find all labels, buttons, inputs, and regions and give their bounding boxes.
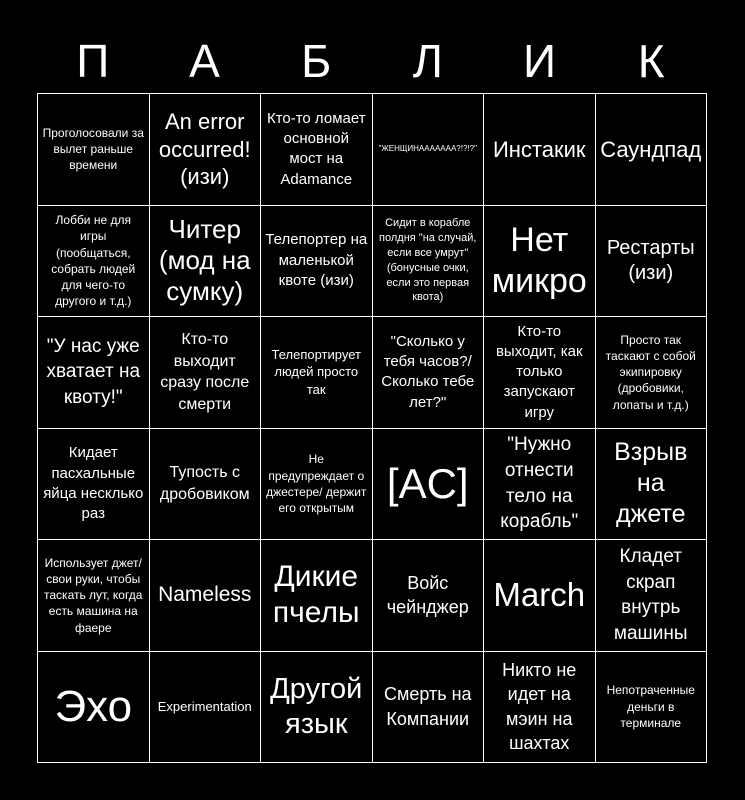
bingo-cell[interactable]: Лобби не для игры (пообщаться, собрать людей для чего-то другого и т.д.) (38, 206, 150, 318)
bingo-cell[interactable]: Войс чейнджер (373, 540, 485, 652)
bingo-cell[interactable]: "Сколько у тебя часов?/ Сколько тебе лет?" (373, 317, 485, 429)
bingo-cell[interactable]: Проголосовали за вылет раньше времени (38, 94, 150, 206)
bingo-cell[interactable]: Смерть на Компании (373, 652, 485, 764)
title-letter: А (189, 35, 220, 87)
bingo-cell[interactable]: Нет микро (484, 206, 596, 318)
title-letter: Л (412, 35, 443, 87)
bingo-cell[interactable]: Инстакик (484, 94, 596, 206)
title-letter: К (637, 35, 665, 87)
bingo-cell[interactable]: Телепортер на маленькой квоте (изи) (261, 206, 373, 318)
bingo-cell[interactable]: Читер (мод на сумку) (150, 206, 262, 318)
bingo-cell[interactable]: "ЖЕНЩИНААААААА?!?!?" (373, 94, 485, 206)
bingo-cell[interactable]: Кто-то ломает основной мост на Adamance (261, 94, 373, 206)
bingo-cell[interactable]: Эхо (38, 652, 150, 764)
bingo-cell[interactable]: Тупость с дробовиком (150, 429, 262, 541)
bingo-cell[interactable]: March (484, 540, 596, 652)
bingo-board (37, 93, 707, 763)
bingo-cell[interactable]: Никто не идет на мэин на шахтах (484, 652, 596, 764)
bingo-cell[interactable]: "Нужно отнести тело на корабль" (484, 429, 596, 541)
bingo-cell[interactable]: Дикие пчелы (261, 540, 373, 652)
title-letter: Б (301, 35, 332, 87)
bingo-cell[interactable]: Телепортирует людей просто так (261, 317, 373, 429)
bingo-cell[interactable]: Кидает пасхальные яйца несклько раз (38, 429, 150, 541)
bingo-cell[interactable]: Nameless (150, 540, 262, 652)
bingo-cell[interactable]: [AC] (373, 429, 485, 541)
bingo-cell[interactable]: Кто-то выходит, как только запускают игру (484, 317, 596, 429)
bingo-cell[interactable]: Рестарты (изи) (596, 206, 708, 318)
bingo-cell[interactable]: Взрыв на джете (596, 429, 708, 541)
bingo-cell[interactable]: An error occurred! (изи) (150, 94, 262, 206)
title-letter: И (522, 35, 557, 87)
bingo-cell[interactable]: Просто так таскают с собой экипировку (дробовики, лопаты и т.д.) (596, 317, 708, 429)
bingo-cell[interactable]: Использует джет/свои руки, чтобы таскать лут, когда есть машина на фаере (38, 540, 150, 652)
bingo-cell[interactable]: Не предупреждает о джестере/ держит его открытым (261, 429, 373, 541)
bingo-cell[interactable]: "У нас уже хватает на квоту!" (38, 317, 150, 429)
bingo-cell[interactable]: Кладет скрап внутрь машины (596, 540, 708, 652)
bingo-cell[interactable]: Непотраченные деньги в терминале (596, 652, 708, 764)
bingo-cell[interactable]: Кто-то выходит сразу после смерти (150, 317, 262, 429)
bingo-cell[interactable]: Сидит в корабле полдня "на случай, если все умрут" (бонусные очки, если это первая квота) (373, 206, 485, 318)
title-letter: П (76, 35, 110, 87)
bingo-cell[interactable]: Саундпад (596, 94, 708, 206)
board-title (37, 30, 707, 92)
bingo-cell[interactable]: Другой язык (261, 652, 373, 764)
bingo-cell[interactable]: Experimentation (150, 652, 262, 764)
